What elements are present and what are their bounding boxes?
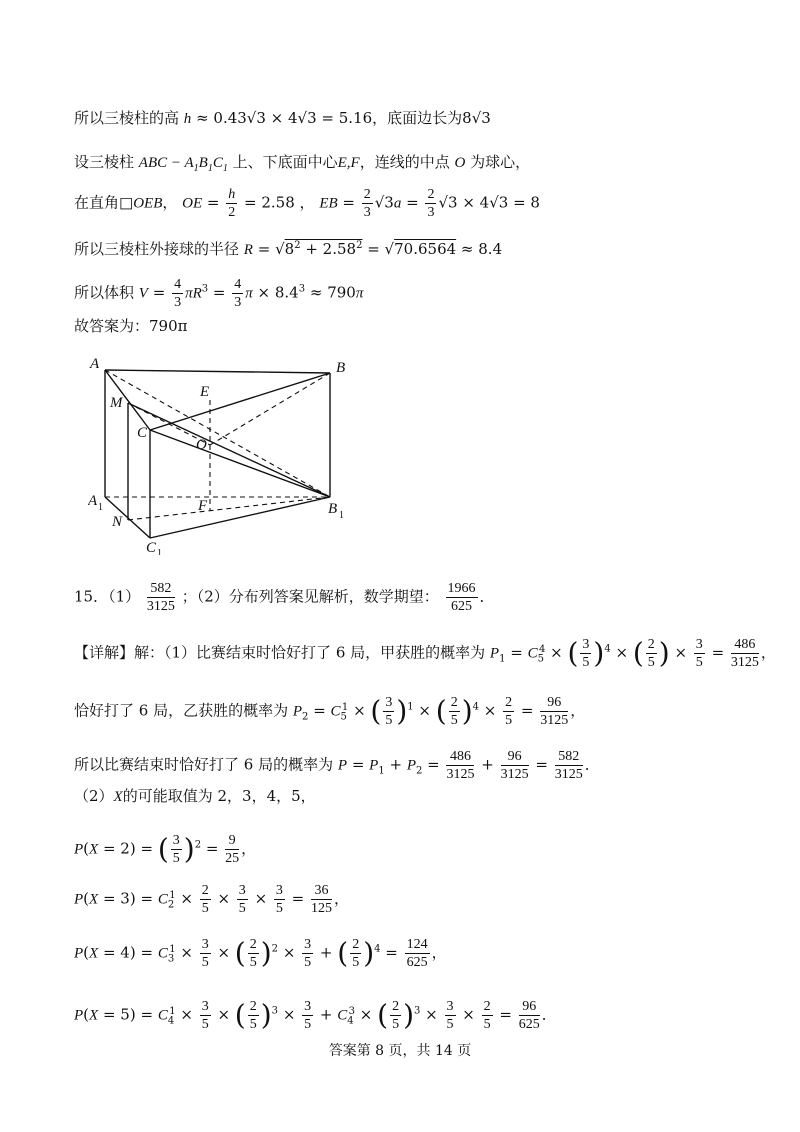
page-footer: 答案第 8 页，共 14 页 [328, 1043, 472, 1059]
label-B1: B [328, 501, 338, 517]
label-F: F [198, 498, 208, 514]
text-segment: 所以三棱柱的高 [74, 109, 180, 127]
label-B: B [336, 360, 346, 376]
detail-line-p: 所以比赛结束时恰好打了 6 局的概率为 $P = P_1 + P_2$ = $\frac{486}{3125}$ + $\frac{96}{3125}$ = $\frac{582}{3125}$ ． [74, 749, 600, 782]
solution-line-volume: 所以体积 V = $\frac{4}{3}$ $\pi R^3$ = $\frac{4}{3}$ $\pi \times 8.4^3 \approx 790\pi$ [74, 277, 364, 310]
label-O: O [196, 437, 207, 453]
text-segment: ，底面边长为 [372, 109, 463, 127]
prob-x4: $P(X = 4) = C_3^1$ × $\frac{3}{5}$ × ( $\frac{2}{5}$ )$^2$ × $\frac{3}{5}$ + ( $\frac{2}{5}$ )$^4$ = $\frac{124}{625}$ ， [74, 936, 447, 970]
answer-line: 故答案为：790π [74, 317, 188, 335]
solution-line-radius: 所以三棱柱外接球的半径 $R = √8^2 + 2.58^2 = √70.6564 \approx 8.4$ [74, 240, 503, 258]
solution-line-right-angle: 在直角□OEB， OE = $\frac{h}{2}$ = 2.58 ， EB = $\frac{2}{3}$ √3a = $\frac{2}{3}$ √3 × 4√3 = 8 [74, 187, 540, 220]
label-N: N [112, 514, 123, 530]
q15-answer: 15．（1） $\frac{582}{3125}$ ；（2）分布列答案见解析，数学期望： $\frac{1966}{625}$ ． [74, 581, 495, 614]
label-C1: C [146, 540, 157, 555]
label-E: E [200, 384, 210, 400]
svg-text:1: 1 [339, 510, 344, 521]
solution-line-height: 所以三棱柱的高 h ≈ 0.43√3 × 4√3 = 5.16，底面边长为8√3 [74, 109, 491, 127]
solution-line-center: 设三棱柱 ABC − $A_1B_1C_1$ 上、下底面中心E,F，连线的中点 O 为球心， [74, 153, 531, 174]
detail-line-p1: 【详解】解：（1）比赛结束时恰好打了 6 局，甲获胜的概率为 $P_1 = C_5^4$ × ( $\frac{3}{5}$ )$^4$ × ( $\frac{2}{5}$ ) × $\frac{3}{5}$ = $\frac{486}{3125}$ ， [74, 636, 776, 670]
prob-x5: $P(X = 5) = C_4^1$ × $\frac{3}{5}$ × ( $\frac{2}{5}$ )$^3$ × $\frac{3}{5}$ + $C_4^3$ × ( $\frac{2}{5}$ )$^3$ × $\frac{3}{5}$ × $\frac{2}{5}$ = $\frac{96}{625}$ ． [74, 998, 557, 1032]
label-M: M [110, 395, 123, 411]
prob-x2: P(X = 2) = ( $\frac{3}{5}$ )$^2$ = $\frac{9}{25}$ ， [74, 832, 257, 866]
detail-line-x-values: （2）X的可能取值为 2，3，4，5， [74, 787, 316, 805]
label-A1: A [88, 493, 98, 509]
prism-figure [88, 355, 368, 555]
prob-x3: $P(X = 3) = C_2^1$ × $\frac{2}{5}$ × $\frac{3}{5}$ × $\frac{3}{5}$ = $\frac{36}{125}$ ， [74, 883, 350, 916]
label-A: A [90, 356, 100, 372]
svg-text:1: 1 [157, 548, 162, 555]
svg-text:1: 1 [98, 502, 103, 513]
detail-line-p2: 恰好打了 6 局，乙获胜的概率为 $P_2 = C_5^1$ × ( $\frac{3}{5}$ )$^1$ × ( $\frac{2}{5}$ )$^4$ × $\frac{2}{5}$ = $\frac{96}{3125}$ ， [74, 694, 586, 728]
label-C: C [137, 425, 148, 441]
